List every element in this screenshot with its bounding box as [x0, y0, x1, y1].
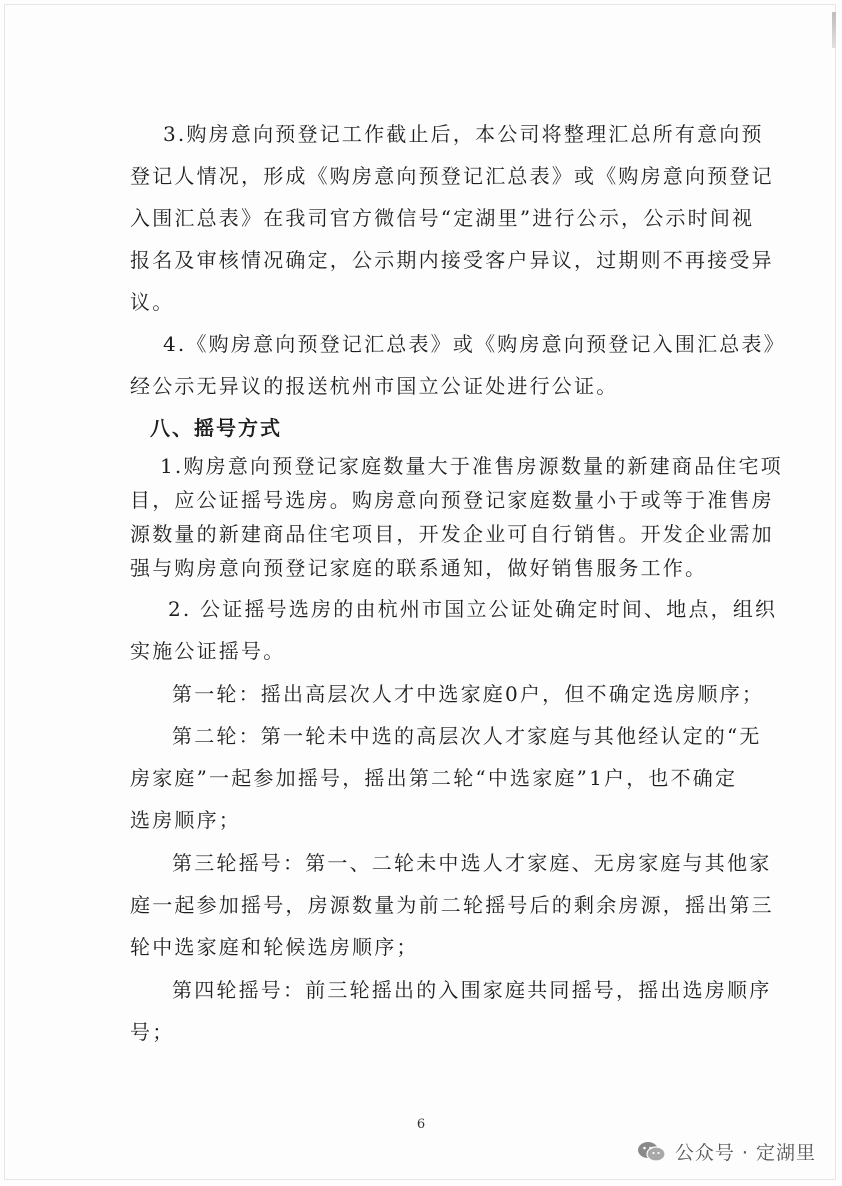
- body-line: 目，应公证摇号选房。购房意向预登记家庭数量小于或等于准售房: [130, 488, 774, 512]
- body-line: 经公示无异议的报送杭州市国立公证处进行公证。: [130, 374, 619, 398]
- body-line: 第四轮摇号：前三轮摇出的入围家庭共同摇号，摇出选房顺序: [172, 978, 772, 1002]
- body-line: 1.购房意向预登记家庭数量大于准售房源数量的新建商品住宅项: [160, 454, 783, 478]
- body-line: 4.《购房意向预登记汇总表》或《购房意向预登记入围汇总表》: [163, 332, 786, 356]
- body-line: 强与购房意向预登记家庭的联系通知，做好销售服务工作。: [130, 556, 708, 580]
- section-heading: 八、摇号方式: [150, 416, 282, 440]
- body-line: 2. 公证摇号选房的由杭州市国立公证处确定时间、地点，组织: [168, 597, 778, 621]
- body-line: 选房顺序；: [130, 808, 241, 832]
- body-line: 轮中选家庭和轮候选房顺序；: [130, 935, 419, 959]
- body-line: 入围汇总表》在我司官方微信号“定湖里”进行公示，公示时间视: [130, 206, 755, 230]
- scan-edge: [832, 12, 836, 48]
- body-line: 3.购房意向预登记工作截止后，本公司将整理汇总所有意向预: [163, 122, 764, 146]
- body-line: 第二轮：第一轮未中选的高层次人才家庭与其他经认定的“无: [172, 724, 762, 748]
- watermark: [637, 1138, 816, 1165]
- body-line: 庭一起参加摇号，房源数量为前二轮摇号后的剩余房源，摇出第三: [130, 893, 774, 917]
- body-line: 号；: [130, 1020, 175, 1044]
- body-line: 登记人情况，形成《购房意向预登记汇总表》或《购房意向预登记: [130, 164, 774, 188]
- wechat-icon: [637, 1140, 667, 1164]
- body-line: 房家庭”一起参加摇号，摇出第二轮“中选家庭”1户，也不确定: [130, 766, 738, 790]
- page-number: 6: [416, 1117, 426, 1132]
- body-line: 实施公证摇号。: [130, 639, 286, 663]
- body-line: 第三轮摇号：第一、二轮未中选人才家庭、无房家庭与其他家: [172, 851, 772, 875]
- body-line: 第一轮：摇出高层次人才中选家庭0户，但不确定选房顺序；: [172, 682, 765, 706]
- body-line: 源数量的新建商品住宅项目，开发企业可自行销售。开发企业需加: [130, 522, 774, 546]
- body-line: 报名及审核情况确定，公示期内接受客户异议，过期则不再接受异: [130, 248, 774, 272]
- watermark-label: 公众号 · 定湖里: [674, 1142, 816, 1164]
- body-line: 议。: [130, 290, 175, 314]
